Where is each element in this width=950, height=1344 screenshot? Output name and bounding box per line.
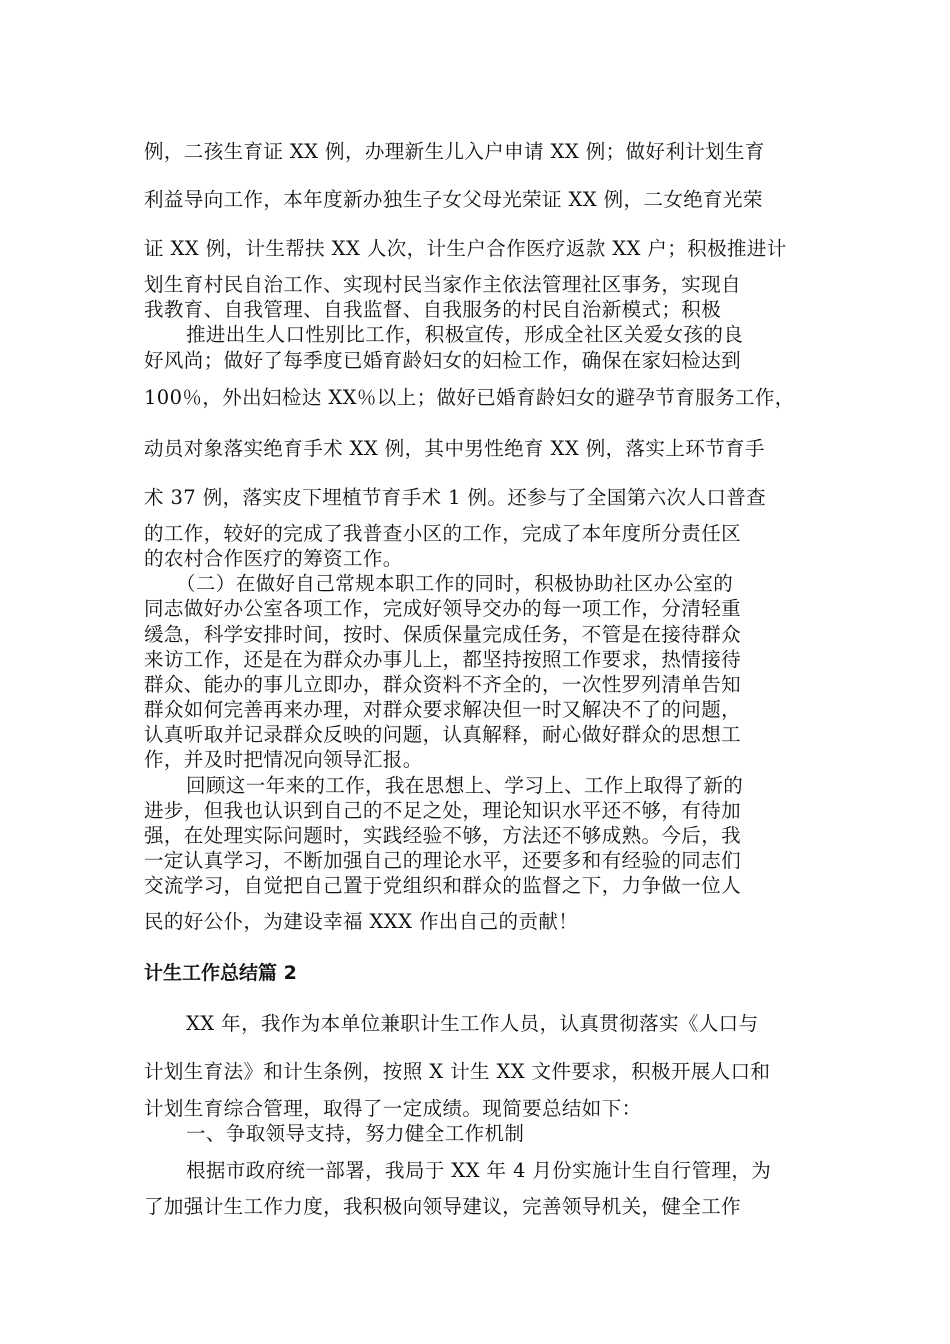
paragraph-line: 计划生育综合管理，取得了一定成绩。现简要总结如下：: [144, 1097, 642, 1120]
paragraph-line: 强，在处理实际问题时，实践经验不够，方法还不够成熟。今后，我: [144, 824, 742, 847]
paragraph-line: 群众如何完善再来办理，对群众要求解决但一时又解决不了的问题，: [144, 698, 742, 721]
paragraph-line: 进步，但我也认识到自己的不足之处，理论知识水平还不够，有待加: [144, 799, 742, 822]
paragraph-line: 好风尚；做好了每季度已婚育龄妇女的妇检工作，确保在家妇检达到: [144, 349, 742, 372]
paragraph-line: 推进出生人口性别比工作，积极宣传，形成全社区关爱女孩的良: [186, 323, 744, 346]
paragraph-line: 交流学习，自觉把自己置于党组织和群众的监督之下，力争做一位人: [144, 874, 742, 897]
paragraph-line: 缓急，科学安排时间，按时、保质保量完成任务，不管是在接待群众: [144, 623, 742, 646]
paragraph-line: 回顾这一年来的工作，我在思想上、学习上、工作上取得了新的: [186, 774, 744, 797]
paragraph-line: 划生育村民自治工作、实现村民当家作主依法管理社区事务，实现自: [144, 273, 742, 296]
paragraph-line: 术 37 例，落实皮下埋植节育手术 1 例。还参与了全国第六次人口普查: [144, 486, 767, 509]
paragraph-line: 的农村合作医疗的筹资工作。: [144, 547, 403, 570]
paragraph-line: 例，二孩生育证 XX 例，办理新生儿入户申请 XX 例；做好利计划生育: [144, 140, 765, 163]
paragraph-line: 100％，外出妇检达 XX％以上；做好已婚育龄妇女的避孕节育服务工作，: [144, 386, 795, 409]
paragraph-line: XX 年，我作为本单位兼职计生工作人员，认真贯彻落实《人口与: [186, 1012, 759, 1035]
paragraph-line: 利益导向工作，本年度新办独生子女父母光荣证 XX 例，二女绝育光荣: [144, 188, 763, 211]
paragraph-line: 根据市政府统一部署，我局于 XX 年 4 月份实施计生自行管理，为: [186, 1159, 772, 1182]
paragraph-line: 一、争取领导支持，努力健全工作机制: [186, 1122, 525, 1145]
paragraph-line: 来访工作，还是在为群众办事儿上，都坚持按照工作要求，热情接待: [144, 648, 742, 671]
paragraph-line: 认真听取并记录群众反映的问题，认真解释，耐心做好群众的思想工: [144, 723, 742, 746]
paragraph-line: 一定认真学习，不断加强自己的理论水平，还要多和有经验的同志们: [144, 849, 742, 872]
paragraph-line: （二）在做好自己常规本职工作的同时，积极协助社区办公室的: [176, 572, 734, 595]
paragraph-line: 民的好公仆，为建设幸福 XXX 作出自己的贡献！: [144, 910, 579, 933]
paragraph-line: 同志做好办公室各项工作，完成好领导交办的每一项工作，分清轻重: [144, 597, 742, 620]
paragraph-line: 了加强计生工作力度，我积极向领导建议，完善领导机关，健全工作: [144, 1195, 742, 1218]
paragraph-line: 的工作，较好的完成了我普查小区的工作，完成了本年度所分责任区: [144, 522, 742, 545]
paragraph-line: 我教育、自我管理、自我监督、自我服务的村民自治新模式；积极: [144, 298, 722, 321]
section-heading: 计生工作总结篇 2: [144, 962, 297, 984]
paragraph-line: 动员对象落实绝育手术 XX 例，其中男性绝育 XX 例，落实上环节育手: [144, 437, 765, 460]
paragraph-line: 作，并及时把情况向领导汇报。: [144, 748, 423, 771]
paragraph-line: 计划生育法》和计生条例，按照 X 计生 XX 文件要求，积极开展人口和: [144, 1060, 771, 1083]
paragraph-line: 群众、能办的事儿立即办，群众资料不齐全的，一次性罗列清单告知: [144, 673, 742, 696]
paragraph-line: 证 XX 例，计生帮扶 XX 人次，计生户合作医疗返款 XX 户；积极推进计: [144, 237, 787, 260]
